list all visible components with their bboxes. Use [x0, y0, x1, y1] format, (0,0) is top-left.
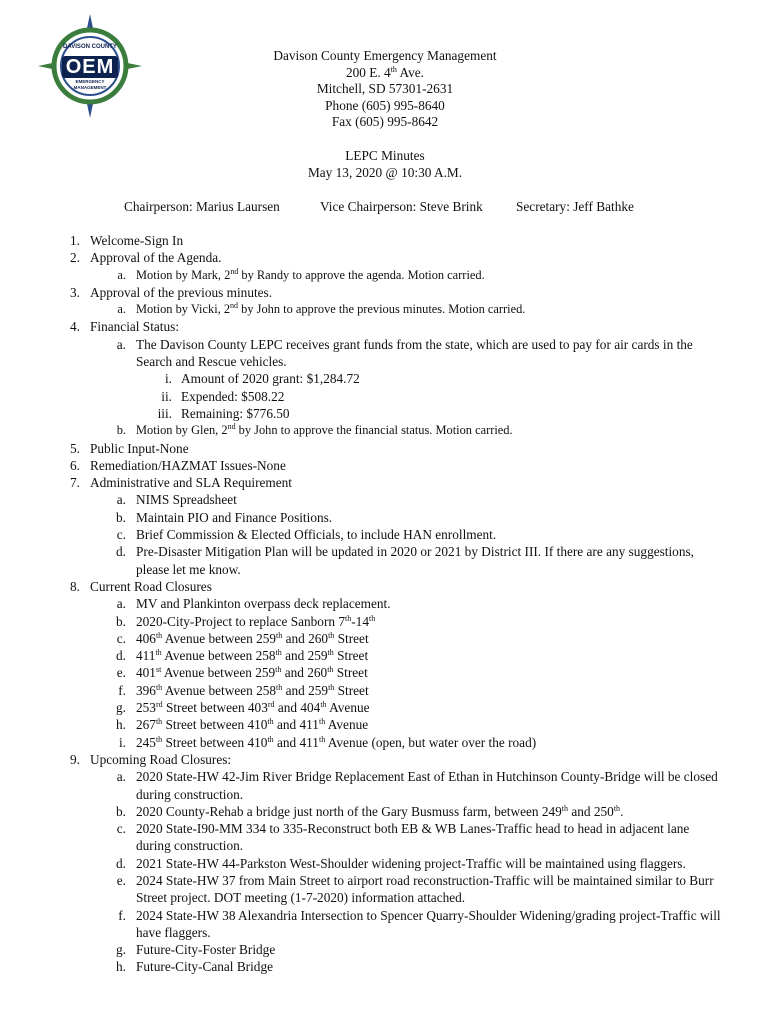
list-item: e. 401st Avenue between 259th and 260th Street	[116, 665, 368, 681]
list-item: e. 2024 State-HW 37 from Main Street to airport road reconstruction-Traffic will be maintained similar to Burr Street project. DOT meeting (1-7-2020) information attached.	[116, 872, 714, 906]
list-item: b. Motion by Glen, 2nd by John to approve the financial status. Motion carried.	[116, 422, 513, 438]
list-item: g. Future-City-Foster Bridge	[116, 942, 276, 958]
list-item: 7. Administrative and SLA Requirement	[70, 475, 293, 491]
list-item: a. MV and Plankinton overpass deck replacement.	[116, 596, 391, 612]
secretary: Secretary: Jeff Bathke	[516, 199, 634, 214]
list-item: a. Motion by Mark, 2nd by Randy to approve the agenda. Motion carried.	[117, 266, 485, 282]
list-item: 3. Approval of the previous minutes.	[70, 284, 273, 300]
list-item: f. 396th Avenue between 258th and 259th Street	[118, 682, 369, 698]
list-item: iii. Remaining: $776.50	[157, 405, 290, 421]
list-item: d. Pre-Disaster Mitigation Plan will be updated in 2020 or 2021 by District III. If there are any suggestions, please let me know.	[116, 544, 694, 577]
org-city: Mitchell, SD 57301-2631	[316, 81, 454, 97]
list-item: b. 2020 County-Rehab a bridge just north of the Gary Busmuss farm, between 249th and 250th.	[116, 803, 624, 819]
list-item: i. 245th Street between 410th and 411th Avenue (open, but water over the road)	[118, 734, 537, 750]
list-item: d. 411th Avenue between 258th and 259th Street	[116, 648, 369, 664]
logo-ring-top: DAVISON COUNTY	[63, 44, 117, 50]
list-item: a. NIMS Spreadsheet	[116, 492, 237, 508]
list-item: 1. Welcome-Sign In	[70, 233, 184, 248]
list-item: g. 253rd Street between 403rd and 404th Avenue	[116, 700, 370, 716]
meeting-date: May 13, 2020 @ 10:30 A.M.	[307, 164, 463, 180]
list-item: d. 2021 State-HW 44-Parkston West-Shoulder widening project-Traffic will be maintained using flaggers.	[116, 855, 686, 871]
list-item: 6. Remediation/HAZMAT Issues-None	[70, 457, 286, 473]
list-item: b. 2020-City-Project to replace Sanborn 7th-14th	[116, 613, 376, 629]
document-title: LEPC Minutes	[345, 147, 425, 163]
list-item: i. Amount of 2020 grant: $1,284.72	[164, 371, 360, 387]
chairperson: Chairperson: Marius Laursen	[124, 199, 280, 214]
list-item: c. Brief Commission & Elected Officials, to include HAN enrollment.	[116, 527, 497, 543]
list-item: a. The Davison County LEPC receives grant funds from the state, which are used to pay for air cards in the Search and Rescue vehicles.	[116, 336, 693, 370]
org-fax: Fax (605) 995-8642	[331, 114, 439, 130]
logo-ring-bottom: EMERGENCY MANAGEMENT	[73, 79, 107, 90]
list-item: 2. Approval of the Agenda.	[70, 250, 222, 266]
list-item: f. 2024 State-HW 38 Alexandria Intersection to Spencer Quarry-Shoulder Widening/grading project-Traffic will have flaggers.	[118, 907, 721, 940]
list-item: c. 2020 State-I90-MM 334 to 335-Reconstruct both EB & WB Lanes-Traffic head to head in adjacent lane during construction.	[116, 821, 690, 854]
list-item: h. Future-City-Canal Bridge	[116, 959, 274, 975]
oem-logo	[36, 12, 144, 120]
list-item: a. Motion by Vicki, 2nd by John to approve the previous minutes. Motion carried.	[117, 301, 526, 317]
list-item: b. Maintain PIO and Finance Positions.	[116, 509, 333, 525]
list-item: 5. Public Input-None	[70, 440, 189, 456]
org-name: Davison County Emergency Management	[273, 48, 497, 63]
org-phone: Phone (605) 995-8640	[325, 97, 445, 113]
logo-text: OEM	[65, 56, 115, 78]
letterhead	[200, 48, 570, 181]
list-item: 4. Financial Status:	[70, 319, 180, 335]
org-address: 200 E. 4th Ave.	[345, 64, 425, 80]
list-item: ii. Expended: $508.22	[161, 388, 285, 404]
list-item: 8. Current Road Closures	[70, 578, 212, 594]
minutes-body	[64, 232, 724, 976]
vice-chairperson: Vice Chairperson: Steve Brink	[320, 199, 483, 214]
list-item: a. 2020 State-HW 42-Jim River Bridge Replacement East of Ethan in Hutchinson County-Bridge will be closed during construction.	[116, 769, 718, 802]
list-item: 9. Upcoming Road Closures:	[70, 751, 232, 767]
list-item: h. 267th Street between 410th and 411th Avenue	[116, 717, 369, 733]
list-item: c. 406th Avenue between 259th and 260th Street	[116, 630, 369, 646]
